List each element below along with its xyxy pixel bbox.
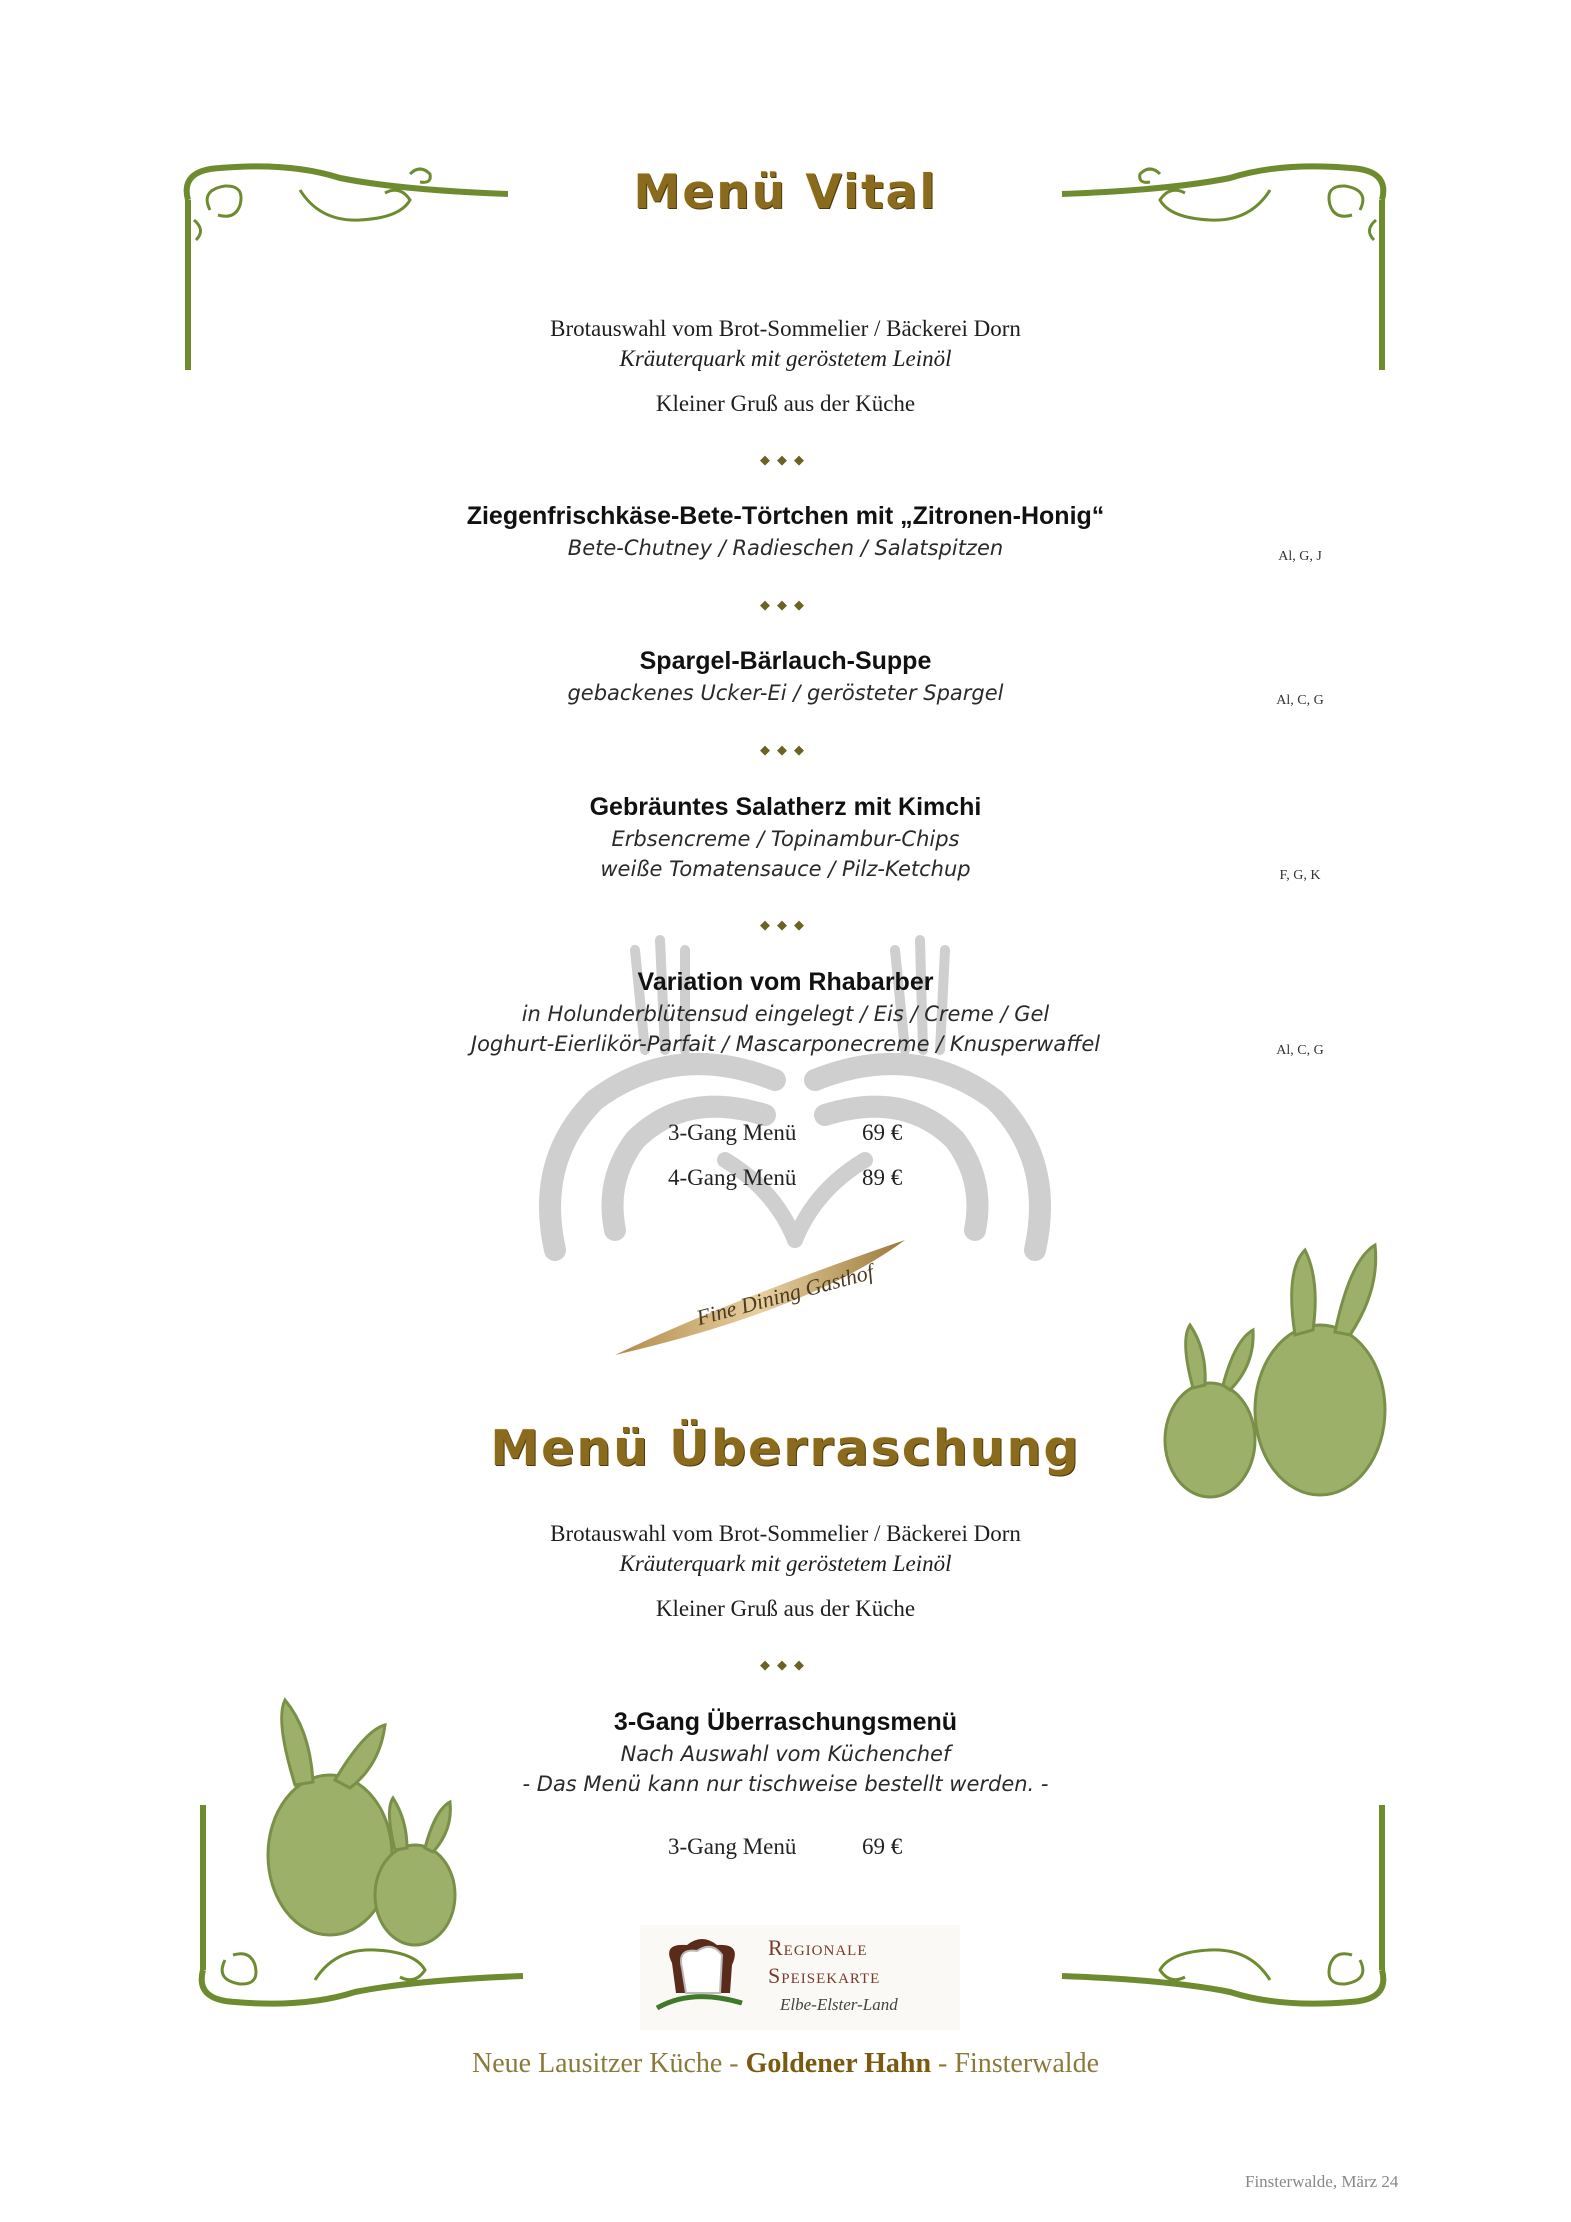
course-4-line-2: Joghurt-Eierlikör-Parfait / Mascarponecreme / Knusperwaffel — [470, 1032, 1101, 1056]
chef-hat-icon — [652, 1933, 752, 2023]
fine-dining-text: Fine Dining Gasthof — [693, 1258, 877, 1331]
course-4-allergens: Al, C, G — [1276, 1043, 1324, 1058]
greeting-line: Kleiner Gruß aus der Küche — [655, 391, 916, 416]
menu-surprise-title: Menü Überraschung — [490, 1420, 1081, 1477]
price-label-4-gang: 4-Gang Menü — [668, 1165, 797, 1190]
course-2-allergens: Al, C, G — [1276, 693, 1324, 708]
price-label-3-gang: 3-Gang Menü — [668, 1120, 797, 1145]
course-3-line-2: weiße Tomatensauce / Pilz-Ketchup — [600, 857, 971, 881]
course-3-line-1: Erbsencreme / Topinambur-Chips — [611, 827, 960, 851]
surprise-greeting-line: Kleiner Gruß aus der Küche — [655, 1596, 916, 1621]
bunny-figure-left — [255, 1690, 475, 1950]
surprise-bread-line: Brotauswahl vom Brot-Sommelier / Bäckerei Dorn — [550, 1521, 1021, 1546]
footer-line — [0, 2048, 1571, 2080]
course-1-line-1: Bete-Chutney / Radieschen / Salatspitzen — [567, 536, 1004, 560]
price-value-4-gang: 89 € — [862, 1165, 903, 1190]
footer-restaurant-name: Goldener Hahn — [745, 2048, 932, 2079]
price-value-3-gang: 69 € — [862, 1120, 903, 1145]
surprise-price-label: 3-Gang Menü — [668, 1834, 797, 1859]
footer-part-3: - Finsterwalde — [931, 2048, 1100, 2079]
course-3-allergens: F, G, K — [1279, 868, 1321, 883]
bread-sub-line: Kräuterquark mit geröstetem Leinöl — [619, 346, 952, 371]
course-1-name: Ziegenfrischkäse-Bete-Törtchen mit „Zitronen-Honig“ — [466, 502, 1105, 530]
course-2-line-1: gebackenes Ucker-Ei / gerösteter Spargel — [567, 681, 1004, 705]
surprise-course-name: 3-Gang Überraschungsmenü — [613, 1708, 958, 1736]
separator: ◆◆◆ — [760, 597, 811, 612]
separator: ◆◆◆ — [760, 1657, 811, 1672]
corner-ornament-bottom-right — [1060, 1800, 1400, 2010]
course-4-line-1: in Holunderblütensud eingelegt / Eis / Creme / Gel — [521, 1002, 1050, 1026]
menu-vital-title: Menü Vital — [633, 165, 938, 220]
separator: ◆◆◆ — [760, 452, 811, 467]
print-date: Finsterwalde, März 24 — [1245, 2172, 1399, 2191]
separator: ◆◆◆ — [760, 742, 811, 757]
surprise-course-line-2: - Das Menü kann nur tischweise bestellt werden. - — [522, 1772, 1049, 1796]
course-1-allergens: Al, G, J — [1278, 549, 1322, 564]
logo-line-3: Elbe-Elster-Land — [780, 1995, 898, 2014]
course-3-name: Gebräuntes Salatherz mit Kimchi — [589, 793, 982, 821]
logo-line-1: Regionale — [768, 1935, 868, 1960]
regional-menu-logo — [640, 1925, 960, 2030]
surprise-bread-sub-line: Kräuterquark mit geröstetem Leinöl — [619, 1551, 952, 1576]
surprise-price-value: 69 € — [862, 1834, 903, 1859]
footer-part-1: Neue Lausitzer Küche - — [471, 2048, 746, 2079]
surprise-course-line-1: Nach Auswahl vom Küchenchef — [620, 1742, 951, 1766]
bread-line: Brotauswahl vom Brot-Sommelier / Bäckerei Dorn — [550, 316, 1021, 341]
separator: ◆◆◆ — [760, 917, 811, 932]
course-2-name: Spargel-Bärlauch-Suppe — [639, 647, 932, 675]
course-4-name: Variation vom Rhabarber — [637, 968, 934, 996]
logo-line-2: Speisekarte — [768, 1963, 881, 1988]
